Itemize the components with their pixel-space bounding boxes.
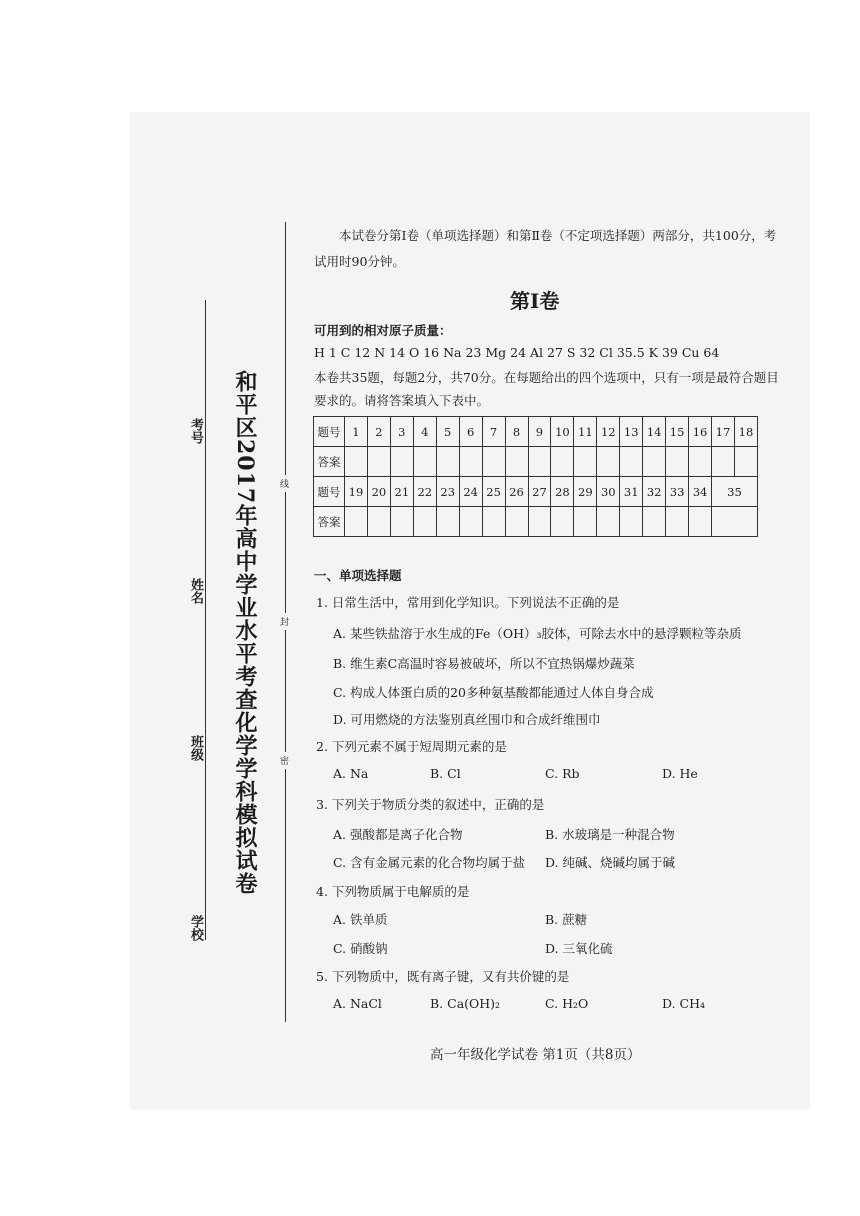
question-2-stem: 2. 下列元素不属于短周期元素的是 [316, 739, 507, 754]
name-label: 姓名 [188, 578, 203, 604]
q-label: 题号 [314, 477, 345, 507]
question-3-option-b: B. 水玻璃是一种混合物 [545, 827, 675, 842]
q-num: 17 [712, 417, 735, 447]
answer-cell[interactable] [597, 507, 620, 537]
exam-no-label: 考号 [188, 418, 203, 444]
answer-cell[interactable] [482, 447, 505, 477]
question-2-option-a: A. Na [333, 766, 369, 781]
seal-mark-xian: 线 [280, 475, 289, 492]
question-1-option-a: A. 某些铁盐溶于水生成的Fe（OH）₃胶体，可除去水中的悬浮颗粒等杂质 [333, 626, 742, 641]
answer-cell[interactable] [574, 507, 597, 537]
answer-cell[interactable] [666, 447, 689, 477]
answer-cell[interactable] [597, 447, 620, 477]
q-num: 33 [666, 477, 689, 507]
answer-cell[interactable] [712, 507, 758, 537]
q-num: 5 [436, 417, 459, 447]
q-num: 23 [436, 477, 459, 507]
question-3-option-d: D. 纯碱、烧碱均属于碱 [545, 855, 676, 870]
answer-cell[interactable] [620, 447, 643, 477]
school-label: 学校 [188, 915, 203, 941]
q-num: 16 [689, 417, 712, 447]
question-3-option-a: A. 强酸都是离子化合物 [333, 827, 463, 842]
question-1-stem: 1. 日常生活中，常用到化学知识。下列说法不正确的是 [316, 595, 620, 610]
q-num: 10 [551, 417, 574, 447]
answer-cell[interactable] [482, 507, 505, 537]
answer-cell[interactable] [689, 507, 712, 537]
q-num: 28 [551, 477, 574, 507]
q-num: 32 [643, 477, 666, 507]
section-title: 第Ⅰ卷 [510, 289, 560, 313]
q-num: 7 [482, 417, 505, 447]
answer-cell[interactable] [666, 507, 689, 537]
q-num: 3 [390, 417, 413, 447]
q-num: 25 [482, 477, 505, 507]
binding-line-left [205, 300, 206, 940]
atomic-mass-label: 可用到的相对原子质量： [314, 323, 452, 338]
q-num: 30 [597, 477, 620, 507]
question-4-option-b: B. 蔗糖 [545, 912, 588, 927]
exam-title-vertical: 和平区2017年高中学业水平考查化学学科模拟试卷 [232, 370, 258, 896]
answer-cell[interactable] [574, 447, 597, 477]
question-5-option-c: C. H₂O [545, 996, 589, 1011]
question-1-option-c: C. 构成人体蛋白质的20多种氨基酸都能通过人体自身合成 [333, 685, 654, 700]
atomic-masses: H 1 C 12 N 14 O 16 Na 23 Mg 24 Al 27 S 32 Cl 35.5 K 39 Cu 64 [314, 345, 720, 360]
answer-cell[interactable] [345, 447, 368, 477]
answer-cell[interactable] [367, 507, 390, 537]
page-footer: 高一年级化学试卷 第1页（共8页） [430, 1047, 641, 1063]
answer-cell[interactable] [643, 447, 666, 477]
q-num: 27 [528, 477, 551, 507]
q-num: 22 [413, 477, 436, 507]
q-num: 20 [367, 477, 390, 507]
answer-cell[interactable] [505, 507, 528, 537]
answer-cell[interactable] [459, 507, 482, 537]
a-label: 答案 [314, 447, 345, 477]
seal-mark-feng: 封 [280, 613, 289, 630]
q-num: 15 [666, 417, 689, 447]
answer-cell[interactable] [436, 447, 459, 477]
question-2-option-b: B. Cl [430, 766, 461, 781]
question-4-option-a: A. 铁单质 [333, 912, 388, 927]
q-label: 题号 [314, 417, 345, 447]
table-row [314, 507, 758, 537]
answer-cell[interactable] [620, 507, 643, 537]
answer-cell[interactable] [643, 507, 666, 537]
q-num: 11 [574, 417, 597, 447]
answer-table [313, 416, 758, 537]
class-label: 班级 [188, 735, 203, 761]
table-row [314, 447, 758, 477]
answer-cell[interactable] [390, 447, 413, 477]
question-3-stem: 3. 下列关于物质分类的叙述中，正确的是 [316, 797, 545, 812]
q-num: 1 [345, 417, 368, 447]
q-num: 35 [712, 477, 758, 507]
answer-cell[interactable] [528, 507, 551, 537]
q-num: 8 [505, 417, 528, 447]
q-num: 12 [597, 417, 620, 447]
question-4-option-c: C. 硝酸钠 [333, 941, 388, 956]
answer-cell[interactable] [413, 507, 436, 537]
q-num: 26 [505, 477, 528, 507]
answer-cell[interactable] [551, 447, 574, 477]
answer-cell[interactable] [345, 507, 368, 537]
answer-cell[interactable] [390, 507, 413, 537]
question-2-option-c: C. Rb [545, 766, 580, 781]
question-5-option-b: B. Ca(OH)₂ [430, 996, 501, 1011]
q-num: 29 [574, 477, 597, 507]
instructions-line-2: 要求的。请将答案填入下表中。 [314, 393, 490, 408]
question-1-option-d: D. 可用燃烧的方法鉴别真丝围巾和合成纤维围巾 [333, 712, 601, 727]
section-heading: 一、单项选择题 [314, 568, 402, 583]
q-num: 13 [620, 417, 643, 447]
q-num: 34 [689, 477, 712, 507]
question-5-stem: 5. 下列物质中，既有离子键，又有共价键的是 [316, 969, 570, 984]
intro-line-2: 试用时90分钟。 [314, 254, 405, 269]
answer-cell[interactable] [436, 507, 459, 537]
intro-line-1: 本试卷分第Ⅰ卷（单项选择题）和第Ⅱ卷（不定项选择题）两部分，共100分，考 [339, 228, 777, 243]
a-label: 答案 [314, 507, 345, 537]
question-5-option-d: D. CH₄ [662, 996, 705, 1011]
question-3-option-c: C. 含有金属元素的化合物均属于盐 [333, 855, 526, 870]
answer-cell[interactable] [551, 507, 574, 537]
question-2-option-d: D. He [662, 766, 698, 781]
table-row [314, 417, 758, 447]
question-5-option-a: A. NaCl [333, 996, 382, 1011]
q-num: 4 [413, 417, 436, 447]
instructions-line-1: 本卷共35题，每题2分，共70分。在每题给出的四个选项中，只有一项是最符合题目 [314, 370, 779, 385]
answer-cell[interactable] [413, 447, 436, 477]
q-num: 19 [345, 477, 368, 507]
answer-cell[interactable] [367, 447, 390, 477]
q-num: 24 [459, 477, 482, 507]
answer-cell[interactable] [505, 447, 528, 477]
answer-cell[interactable] [689, 447, 712, 477]
q-num: 31 [620, 477, 643, 507]
question-4-stem: 4. 下列物质属于电解质的是 [316, 884, 470, 899]
q-num: 14 [643, 417, 666, 447]
seal-mark-mi: 密 [280, 752, 289, 769]
q-num: 2 [367, 417, 390, 447]
question-1-option-b: B. 维生素C高温时容易被破坏，所以不宜热锅爆炒蔬菜 [333, 656, 635, 671]
answer-cell[interactable] [528, 447, 551, 477]
table-row [314, 477, 758, 507]
question-4-option-d: D. 三氧化硫 [545, 941, 613, 956]
q-num: 21 [390, 477, 413, 507]
answer-cell[interactable] [712, 447, 735, 477]
q-num: 18 [734, 417, 757, 447]
answer-cell[interactable] [459, 447, 482, 477]
answer-cell[interactable] [734, 447, 757, 477]
q-num: 9 [528, 417, 551, 447]
q-num: 6 [459, 417, 482, 447]
